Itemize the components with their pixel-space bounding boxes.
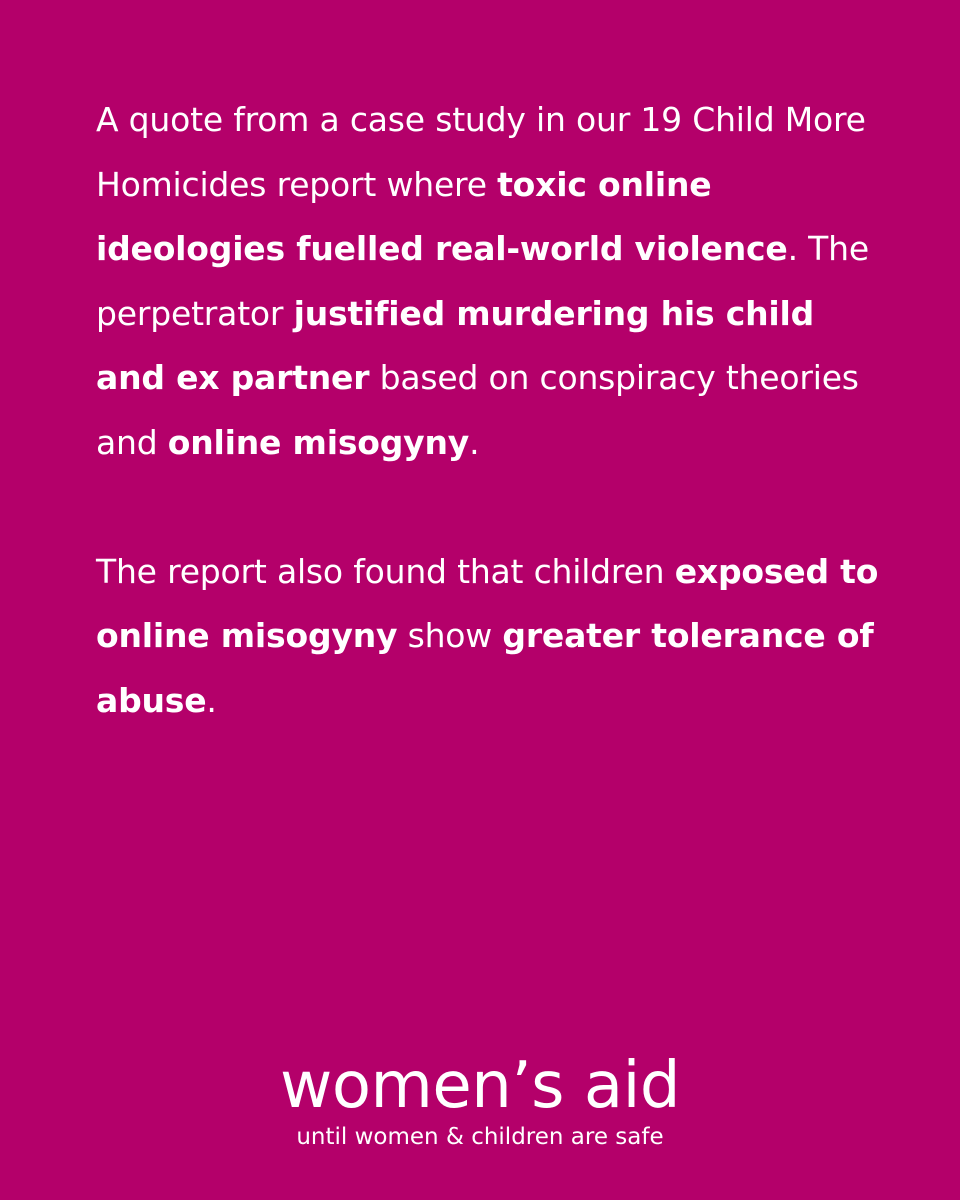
text-segment: The report also found that children xyxy=(96,551,675,591)
emphasis-text: toxic online ideologies fuelled real-world violence xyxy=(96,164,788,268)
text-segment: . xyxy=(469,422,480,462)
womens-aid-logo xyxy=(0,1050,960,1152)
paragraph-case-study xyxy=(96,88,886,475)
emphasis-text: online misogyny xyxy=(167,422,470,462)
logo-wordmark: women’s aid xyxy=(280,1049,680,1123)
logo-tagline: until women & children are safe xyxy=(296,1124,664,1150)
text-segment: . The perpetrator xyxy=(96,229,869,333)
text-segment: A quote from a case study in our 19 Child More Homicides report where xyxy=(96,100,866,204)
emphasis-text: justified murdering his child and ex partner xyxy=(96,293,815,397)
emphasis-text: greater tolerance of abuse xyxy=(96,616,874,720)
text-segment: show xyxy=(397,616,503,655)
text-segment: based on conspiracy theories and xyxy=(96,358,859,462)
paragraph-findings xyxy=(96,540,886,734)
emphasis-text: exposed to online misogyny xyxy=(96,551,879,655)
text-segment: . xyxy=(206,680,217,720)
body-text xyxy=(96,88,886,733)
